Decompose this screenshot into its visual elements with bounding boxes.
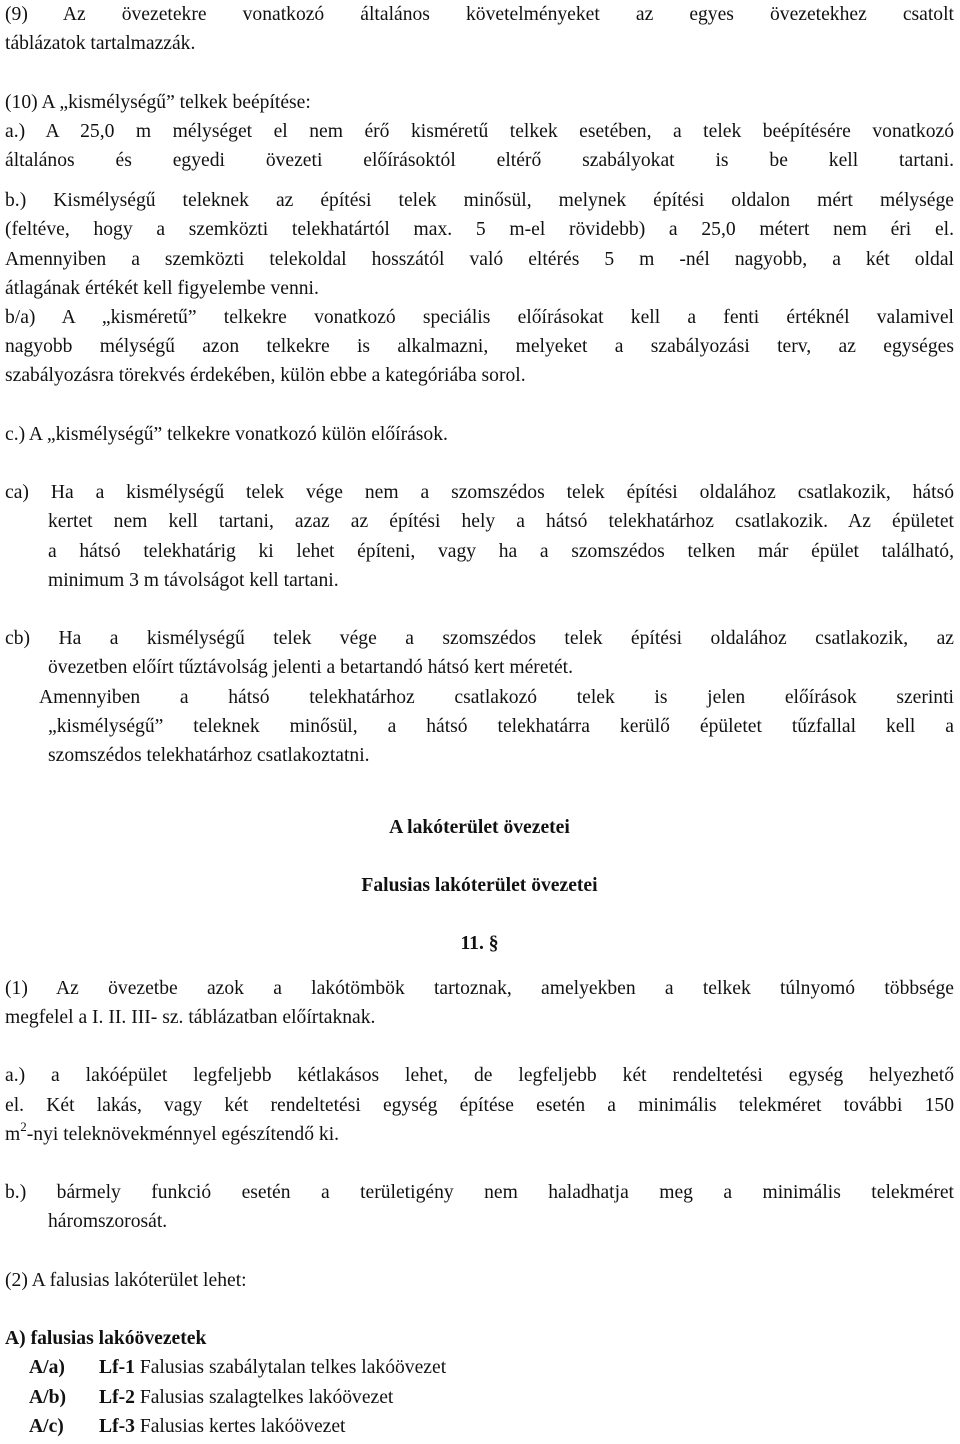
paragraph-11-a-line-3 [5, 1120, 954, 1149]
paragraph-11-a-line-1: a.) a lakóépület legfeljebb kétlakásos lehet, de legfeljebb két rendeltetési egység helyezhető [5, 1065, 954, 1087]
paragraph-11-1-line-2: megfelel a I. II. III- sz. táblázatban előírtaknak. [5, 1007, 376, 1029]
paragraph-11-a-line-3-text: -nyi teleknövekménnyel egészítendő ki. [26, 1123, 340, 1145]
paragraph-ba-line-3: szabályozásra törekvés érdekében, külön ebbe a kategóriába sorol. [5, 365, 526, 387]
paragraph-11-2: (2) A falusias lakóterület lehet: [5, 1269, 247, 1291]
paragraph-cb2-line-2: „kismélységű” teleknek minősül, a hátsó telekhatárra kerülő épületet tűzfallal kell a [48, 715, 954, 737]
zone-code: A/b) [29, 1386, 67, 1408]
zone-name: Falusias kertes lakóövezet [134, 1415, 346, 1437]
paragraph-cb-line-2: övezetben előírt tűztávolság jelenti a betartandó hátsó kert méretét. [48, 657, 574, 679]
paragraph-ca-line-1: ca) Ha a kismélységű telek vége nem a szomszédos telek építési oldalához csatlakozik, hátsó [5, 482, 954, 504]
paragraph-9-line-2: táblázatok tartalmazzák. [5, 33, 196, 55]
zones-list [5, 1353, 954, 1441]
paragraph-ba-line-2: nagyobb mélységű azon telkekre is alkalmazni, melyeket a szabályozási terv, az egységes [5, 336, 954, 358]
paragraph-a-line-1: a.) A 25,0 m mélységet el nem érő kisméretű telkek esetében, a telek beépítésére vonatkozó [5, 120, 954, 142]
zone-abbreviation: Lf-2 [99, 1386, 135, 1408]
zone-abbreviation: Lf-3 [99, 1415, 135, 1437]
paragraph-ca-line-2: kertet nem kell tartani, azaz az építési hely a hátsó telekhatárhoz csatlakozik. Az épületet [48, 511, 954, 533]
zone-abbreviation: Lf-1 [99, 1357, 135, 1379]
paragraph-ca-line-3: a hátsó telekhatárig ki lehet építeni, vagy ha a szomszédos telken már épület található, [48, 540, 954, 562]
section-heading-residential-zones: A lakóterület övezetei [389, 817, 570, 839]
paragraph-cb-line-1: cb) Ha a kismélységű telek vége a szomszédos telek építési oldalához csatlakozik, az [5, 628, 954, 650]
unit-m: m [5, 1123, 21, 1145]
paragraph-b-line-3: Amennyiben a szemközti telekoldal hosszától való eltérés 5 m -nél nagyobb, a két oldal [5, 248, 954, 270]
paragraph-cb2-line-3: szomszédos telekhatárhoz csatlakoztatni. [48, 745, 370, 767]
list-item [5, 1412, 954, 1441]
list-item [5, 1383, 954, 1412]
zone-code: A/a) [29, 1357, 65, 1379]
zone-code: A/c) [29, 1415, 64, 1437]
paragraph-10-title: (10) A „kismélységű” telkek beépítése: [5, 91, 311, 113]
paragraph-ca-line-4: minimum 3 m távolságot kell tartani. [48, 569, 339, 591]
paragraph-c: c.) A „kismélységű” telkekre vonatkozó külön előírások. [5, 423, 448, 445]
paragraph-cb2-line-1: Amennyiben a hátsó telekhatárhoz csatlakozó telek is jelen előírások szerinti [39, 686, 954, 708]
paragraph-a-line-2: általános és egyedi övezeti előírásoktól eltérő szabályokat is be kell tartani. [5, 150, 954, 171]
paragraph-b-line-2: (feltéve, hogy a szemközti telekhatártól max. 5 m-el rövidebb) a 25,0 métert nem éri el. [5, 219, 954, 241]
zone-name: Falusias szabálytalan telkes lakóövezet [134, 1357, 447, 1379]
paragraph-11-a-line-2: el. Két lakás, vagy két rendeltetési egység építése esetén a minimális telekméret további 150 [5, 1094, 954, 1116]
paragraph-b-line-1: b.) Kismélységű teleknek az építési telek minősül, melynek építési oldalon mért mélysége [5, 190, 954, 212]
section-heading-village-residential-zones: Falusias lakóterület övezetei [361, 875, 598, 897]
paragraph-ba-line-1: b/a) A „kisméretű” telkekre vonatkozó speciális előírásokat kell a fenti értéknél valamivel [5, 307, 954, 329]
list-item [5, 1353, 954, 1382]
section-number: 11. § [460, 932, 499, 954]
paragraph-11-1-line-1: (1) Az övezetbe azok a lakótömbök tartoznak, amelyekben a telkek túlnyomó többsége [5, 977, 954, 999]
zone-name: Falusias szalagtelkes lakóövezet [134, 1386, 394, 1408]
zones-list-title: A) falusias lakóövezetek [5, 1328, 207, 1350]
unit-exponent: 2 [20, 1119, 27, 1135]
paragraph-9-line-1: (9) Az övezetekre vonatkozó általános követelményeket az egyes övezetekhez csatolt [5, 4, 954, 25]
paragraph-b-line-4: átlagának értékét kell figyelembe venni. [5, 277, 319, 299]
paragraph-11-b-line-2: háromszorosát. [48, 1211, 168, 1233]
paragraph-11-b-line-1: b.) bármely funkció esetén a területigény nem haladhatja meg a minimális telekméret [5, 1182, 954, 1204]
